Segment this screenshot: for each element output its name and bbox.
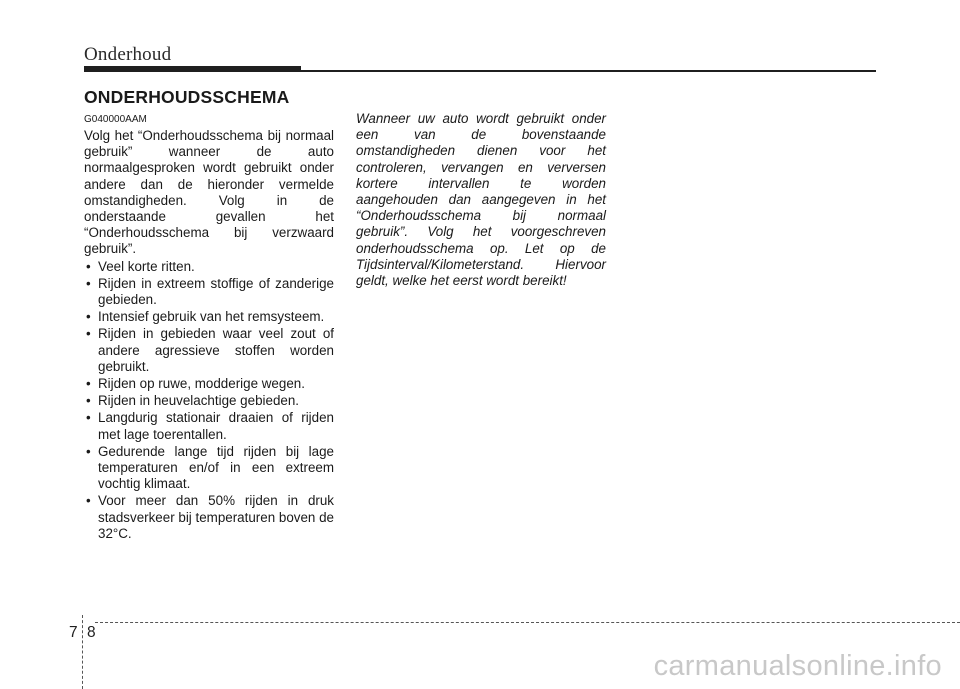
list-item: • Intensief gebruik van het remsysteem. xyxy=(84,309,334,325)
list-item: • Rijden op ruwe, modderige wegen. xyxy=(84,376,334,392)
section-code: G040000AAM xyxy=(84,114,147,125)
header-bar-thick xyxy=(84,66,301,72)
chapter-number: 7 xyxy=(69,624,78,641)
list-item: • Rijden in heuvelachtige gebieden. xyxy=(84,393,334,409)
list-item: • Veel korte ritten. xyxy=(84,259,334,275)
list-item: • Rijden in gebieden waar veel zout of andere agressieve stoffen worden gebruikt. xyxy=(84,326,334,375)
page-number: 8 xyxy=(87,624,96,641)
conditions-list xyxy=(84,259,334,542)
header-rule xyxy=(301,70,876,72)
list-item: • Rijden in extreem stoffige of zanderige gebieden. xyxy=(84,276,334,308)
section-title: ONDERHOUDSSCHEMA xyxy=(84,87,290,107)
header-title: Onderhoud xyxy=(84,44,172,65)
list-item: • Langdurig stationair draaien of rijden met lage toerentallen. xyxy=(84,410,334,442)
footer-horizontal-rule xyxy=(95,622,960,623)
intro-paragraph: Volg het “Onderhoudsschema bij normaal gebruik” wanneer de auto normaalgesproken wordt gebruikt onder andere dan de hieronder vermelde omstandigheden. Volg in de onderstaande gevallen het “Onderhoudsschema bij verzwaard gebruik”. xyxy=(84,128,334,257)
footer-vertical-rule xyxy=(82,615,83,689)
list-item: • Voor meer dan 50% rijden in druk stadsverkeer bij temperaturen boven de 32°C. xyxy=(84,493,334,542)
list-item: • Gedurende lange tijd rijden bij lage temperaturen en/of in een extreem vochtig klimaat. xyxy=(84,444,334,493)
watermark: carmanualsonline.info xyxy=(653,650,942,682)
left-column xyxy=(84,113,334,542)
note-paragraph: Wanneer uw auto wordt gebruikt onder een van de bovenstaande omstandigheden dienen voor het controleren, vervangen en verversen kortere intervallen te worden aangehouden dan aangegeven in het “Onderhoudsschema bij normaal gebruik”. Volg het voorgeschreven onderhoudsschema op. Let op de Tijdsinterval/Kilometerstand. Hiervoor geldt, welke het eerst wordt bereikt! xyxy=(356,111,606,289)
